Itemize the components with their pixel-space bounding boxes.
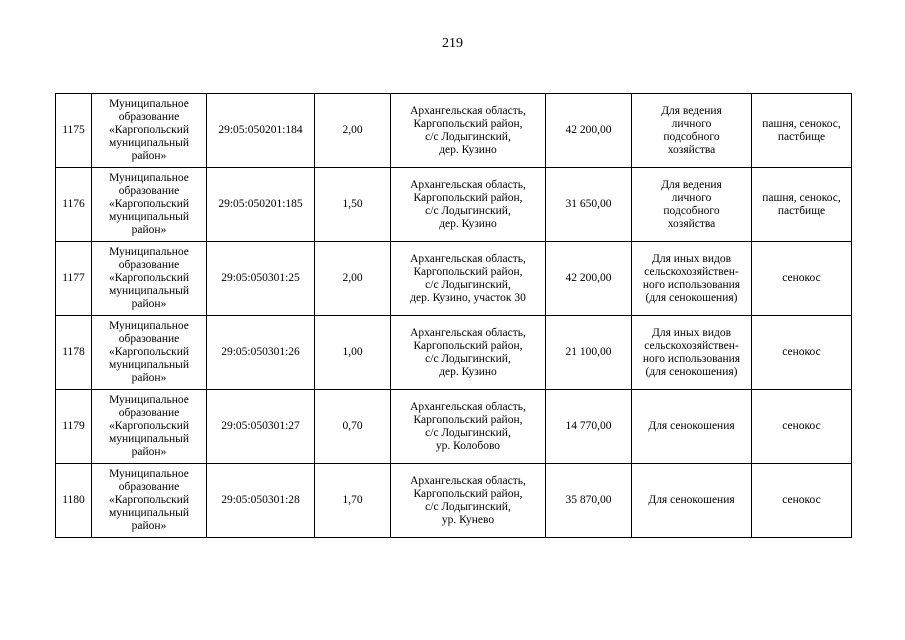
area-cell: 1,70 xyxy=(315,464,391,538)
owner-line: район» xyxy=(131,520,167,532)
area-cell: 2,00 xyxy=(315,94,391,168)
area-cell: 1,50 xyxy=(315,168,391,242)
land-usage-line: пастбище xyxy=(777,130,826,143)
address-line: с/с Лодыгинский, xyxy=(425,130,511,143)
owner-line: «Каргопольский xyxy=(108,198,190,210)
address-line: Каргопольский район, xyxy=(413,413,523,426)
permitted-use-cell xyxy=(632,464,752,538)
owner-line: район» xyxy=(131,298,167,310)
owner-line: «Каргопольский xyxy=(108,494,190,506)
permitted-use-line: подсобного xyxy=(663,130,720,143)
owner-cell xyxy=(92,464,207,538)
permitted-use-line: сельскохозяйствен- xyxy=(644,265,739,278)
cadastral-number-cell: 29:05:050301:25 xyxy=(207,242,315,316)
owner-line: образование xyxy=(118,333,180,345)
owner-line: Муниципальное xyxy=(109,468,189,480)
address-line: ур. Колобово xyxy=(435,439,501,452)
owner-line: Муниципальное xyxy=(109,98,189,110)
permitted-use-line: личного xyxy=(671,191,712,204)
owner-line: муниципальный xyxy=(108,507,190,519)
permitted-use-line: хозяйства xyxy=(667,217,716,230)
address-line: Каргопольский район, xyxy=(413,487,523,500)
land-usage-line: сенокос xyxy=(782,346,821,358)
cadastral-value-cell: 31 650,00 xyxy=(546,168,632,242)
permitted-use-line: (для сенокошения) xyxy=(645,291,738,304)
cadastral-value-cell: 21 100,00 xyxy=(546,316,632,390)
permitted-use-cell xyxy=(632,316,752,390)
owner-line: муниципальный xyxy=(108,137,190,149)
owner-line: Муниципальное xyxy=(109,172,189,184)
address-line: дер. Кузино, участок 30 xyxy=(410,291,526,304)
land-usage-cell xyxy=(752,390,852,464)
table-body xyxy=(56,94,852,538)
address-line: дер. Кузино xyxy=(439,365,497,378)
owner-line: муниципальный xyxy=(108,359,190,371)
address-line: дер. Кузино xyxy=(439,143,497,156)
owner-line: образование xyxy=(118,407,180,419)
address-line: Каргопольский район, xyxy=(413,117,523,130)
land-usage-line: сенокос xyxy=(782,494,821,506)
row-number-cell: 1176 xyxy=(56,168,92,242)
owner-cell xyxy=(92,390,207,464)
address-line: Архангельская область, xyxy=(410,178,526,191)
address-line: Архангельская область, xyxy=(410,474,526,487)
owner-cell xyxy=(92,94,207,168)
land-usage-cell xyxy=(752,464,852,538)
permitted-use-line: Для иных видов xyxy=(651,326,732,339)
cadastral-number-cell: 29:05:050301:28 xyxy=(207,464,315,538)
permitted-use-cell xyxy=(632,168,752,242)
table-row xyxy=(56,390,852,464)
permitted-use-line: (для сенокошения) xyxy=(645,365,738,378)
address-line: Архангельская область, xyxy=(410,400,526,413)
owner-line: Муниципальное xyxy=(109,320,189,332)
owner-line: Муниципальное xyxy=(109,246,189,258)
address-line: с/с Лодыгинский, xyxy=(425,204,511,217)
address-line: Каргопольский район, xyxy=(413,265,523,278)
area-cell: 2,00 xyxy=(315,242,391,316)
cadastral-value-cell: 14 770,00 xyxy=(546,390,632,464)
owner-line: «Каргопольский xyxy=(108,124,190,136)
permitted-use-line: сельскохозяйствен- xyxy=(644,339,739,352)
owner-line: образование xyxy=(118,185,180,197)
permitted-use-line: Для ведения xyxy=(661,178,722,191)
address-line: Каргопольский район, xyxy=(413,339,523,352)
address-line: с/с Лодыгинский, xyxy=(425,278,511,291)
row-number-cell: 1177 xyxy=(56,242,92,316)
owner-line: «Каргопольский xyxy=(108,272,190,284)
table-row xyxy=(56,94,852,168)
permitted-use-line: ного использования xyxy=(642,352,741,365)
row-number-cell: 1180 xyxy=(56,464,92,538)
permitted-use-line: Для иных видов xyxy=(651,252,732,265)
permitted-use-line: хозяйства xyxy=(667,143,716,156)
land-plots-table xyxy=(55,93,852,538)
address-line: Архангельская область, xyxy=(410,104,526,117)
land-usage-line: пашня, сенокос, xyxy=(762,117,841,130)
address-line: ур. Кунево xyxy=(441,513,495,526)
cadastral-number-cell: 29:05:050201:185 xyxy=(207,168,315,242)
table-row xyxy=(56,242,852,316)
address-cell xyxy=(391,390,546,464)
owner-cell xyxy=(92,316,207,390)
area-cell: 0,70 xyxy=(315,390,391,464)
land-usage-cell xyxy=(752,242,852,316)
address-line: Архангельская область, xyxy=(410,252,526,265)
page-number: 219 xyxy=(442,36,463,51)
permitted-use-line: Для сенокошения xyxy=(648,420,735,432)
land-usage-line: сенокос xyxy=(782,272,821,284)
row-number-cell: 1179 xyxy=(56,390,92,464)
cadastral-number-cell: 29:05:050301:27 xyxy=(207,390,315,464)
cadastral-number-cell: 29:05:050201:184 xyxy=(207,94,315,168)
land-usage-cell xyxy=(752,94,852,168)
permitted-use-cell xyxy=(632,242,752,316)
permitted-use-line: Для ведения xyxy=(661,104,722,117)
address-line: дер. Кузино xyxy=(439,217,497,230)
land-usage-cell xyxy=(752,168,852,242)
table-row xyxy=(56,168,852,242)
owner-cell xyxy=(92,242,207,316)
address-cell xyxy=(391,168,546,242)
owner-line: муниципальный xyxy=(108,211,190,223)
area-cell: 1,00 xyxy=(315,316,391,390)
address-cell xyxy=(391,242,546,316)
owner-line: «Каргопольский xyxy=(108,420,190,432)
owner-line: образование xyxy=(118,259,180,271)
permitted-use-line: Для сенокошения xyxy=(648,494,735,506)
address-line: Каргопольский район, xyxy=(413,191,523,204)
cadastral-value-cell: 42 200,00 xyxy=(546,242,632,316)
land-usage-line: сенокос xyxy=(782,420,821,432)
owner-line: район» xyxy=(131,446,167,458)
owner-line: район» xyxy=(131,224,167,236)
address-cell xyxy=(391,316,546,390)
land-usage-line: пашня, сенокос, xyxy=(762,191,841,204)
cadastral-value-cell: 35 870,00 xyxy=(546,464,632,538)
owner-line: Муниципальное xyxy=(109,394,189,406)
cadastral-value-cell: 42 200,00 xyxy=(546,94,632,168)
land-usage-line: пастбище xyxy=(777,204,826,217)
owner-line: образование xyxy=(118,481,180,493)
cadastral-number-cell: 29:05:050301:26 xyxy=(207,316,315,390)
owner-cell xyxy=(92,168,207,242)
address-line: с/с Лодыгинский, xyxy=(425,352,511,365)
permitted-use-cell xyxy=(632,94,752,168)
permitted-use-cell xyxy=(632,390,752,464)
owner-line: район» xyxy=(131,150,167,162)
permitted-use-line: ного использования xyxy=(642,278,741,291)
address-cell xyxy=(391,94,546,168)
address-cell xyxy=(391,464,546,538)
address-line: с/с Лодыгинский, xyxy=(425,426,511,439)
address-line: с/с Лодыгинский, xyxy=(425,500,511,513)
owner-line: муниципальный xyxy=(108,433,190,445)
land-usage-cell xyxy=(752,316,852,390)
table-row xyxy=(56,464,852,538)
owner-line: муниципальный xyxy=(108,285,190,297)
table-row xyxy=(56,316,852,390)
row-number-cell: 1178 xyxy=(56,316,92,390)
address-line: Архангельская область, xyxy=(410,326,526,339)
owner-line: «Каргопольский xyxy=(108,346,190,358)
owner-line: район» xyxy=(131,372,167,384)
owner-line: образование xyxy=(118,111,180,123)
permitted-use-line: подсобного xyxy=(663,204,720,217)
row-number-cell: 1175 xyxy=(56,94,92,168)
permitted-use-line: личного xyxy=(671,117,712,130)
